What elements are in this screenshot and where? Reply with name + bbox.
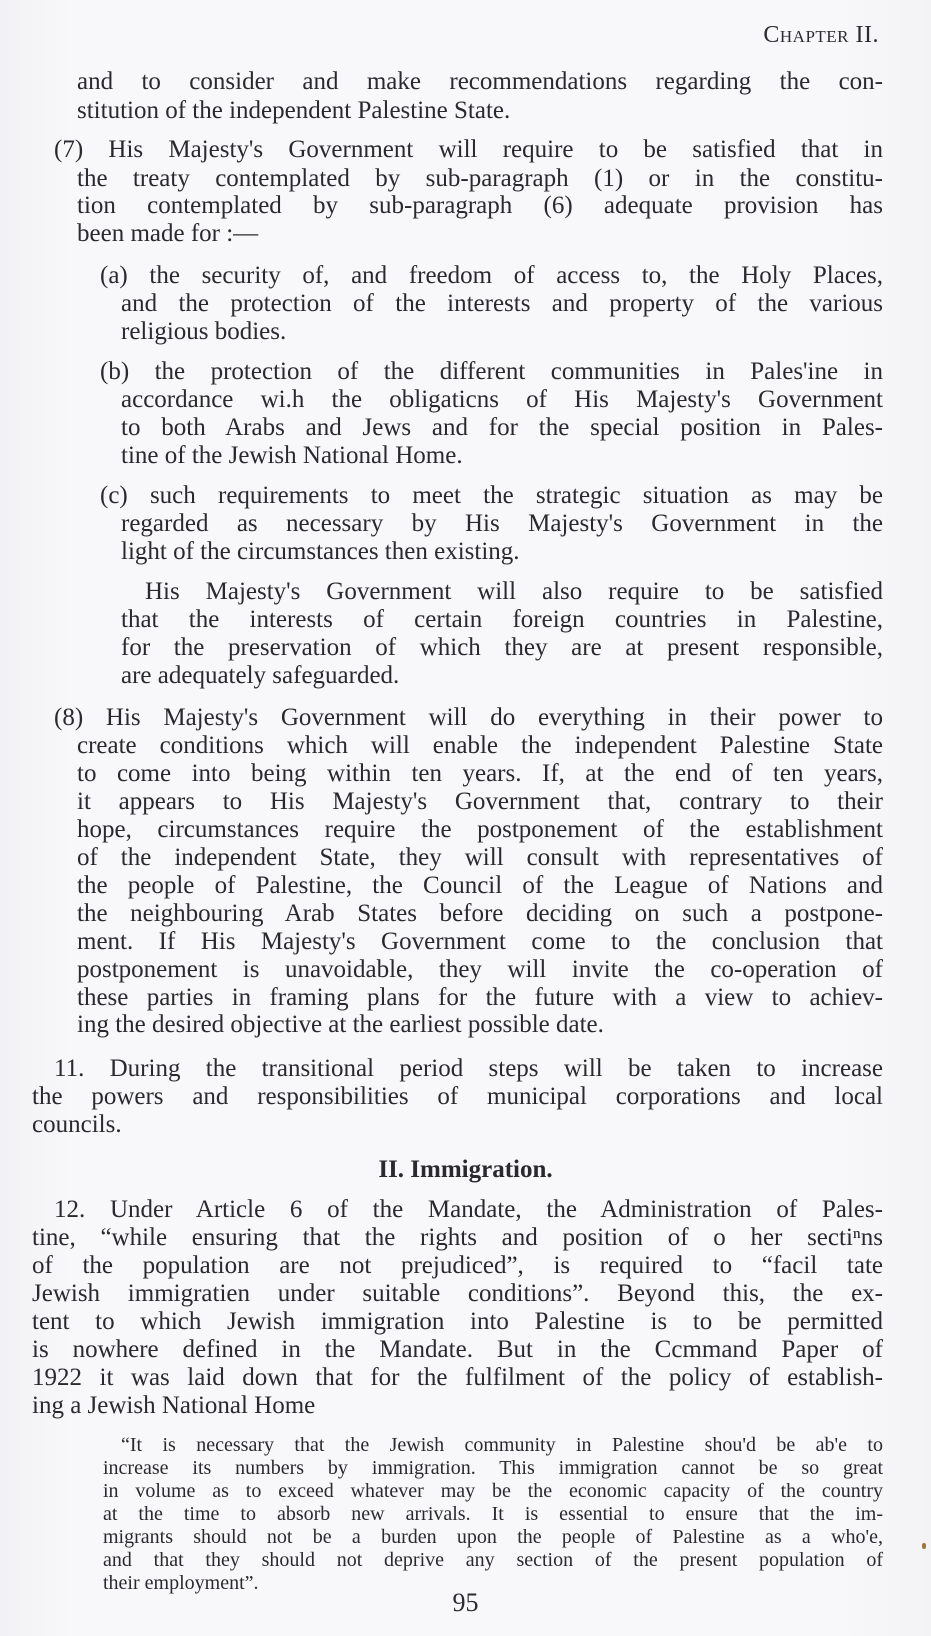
- text-line: been made for :—: [77, 220, 259, 248]
- quote-line: migrants should not be a burden upon the people of Palestine as a who'e,: [103, 1526, 883, 1549]
- text-line: create conditions which will enable the independent Palestine State: [77, 732, 883, 760]
- text-line: and the protection of the interests and property of the various: [121, 289, 883, 317]
- text-line: light of the circumstances then existing.: [121, 537, 520, 565]
- text-line: the neighbouring Arab States before deciding on such a postpone-: [77, 899, 883, 927]
- text-line: is nowhere defined in the Mandate. But in the Ccmmand Paper of: [32, 1335, 883, 1363]
- text-line: 11. During the transitional period steps will be taken to increase: [54, 1054, 883, 1082]
- text-line: of the population are not prejudiced”, is required to “facil tate: [32, 1252, 883, 1280]
- quote-line: increase its numbers by immigration. This immigration cannot be so great: [103, 1457, 883, 1479]
- text-line: the treaty contemplated by sub-paragraph (1) or in the constitu-: [77, 164, 883, 192]
- text-line: ing a Jewish National Home: [32, 1391, 316, 1419]
- text-line: the powers and responsibilities of municipal corporations and local: [32, 1082, 883, 1110]
- text-line: stitution of the independent Palestine State.: [77, 97, 511, 125]
- quote-line: at the time to absorb new arrivals. It is essential to ensure that the im-: [103, 1503, 883, 1526]
- text-line: regarded as necessary by His Majesty's Government in the: [121, 510, 883, 538]
- text-line: tine, “while ensuring that the rights and position of o her sectiⁿns: [32, 1224, 883, 1252]
- text-line: councils.: [32, 1110, 122, 1138]
- quote-line: and that they should not deprive any section of the present population of: [103, 1549, 883, 1572]
- text-line: for the preservation of which they are at present responsible,: [121, 634, 883, 662]
- quote-line: in volume as to exceed whatever may be the economic capacity of the country: [103, 1480, 883, 1503]
- text-line: postponement is unavoidable, they will invite the co-operation of: [77, 955, 883, 983]
- text-line: Jewish immigratien under suitable conditions”. Beyond this, the ex-: [32, 1279, 883, 1307]
- text-line: ment. If His Majesty's Government come to the conclusion that: [77, 927, 883, 955]
- quote-line: their employment”.: [103, 1572, 259, 1595]
- text-line: these parties in framing plans for the future with a view to achiev-: [77, 983, 883, 1011]
- text-line: His Majesty's Government will also require to be satisfied: [145, 578, 883, 606]
- text-line: religious bodies.: [121, 317, 287, 345]
- text-line: (c) such requirements to meet the strategic situation as may be: [100, 482, 883, 510]
- text-line: it appears to His Majesty's Government that, contrary to their: [77, 788, 883, 816]
- text-line: 1922 it was laid down that for the fulfilment of the policy of establish-: [32, 1363, 883, 1391]
- text-line: of the independent State, they will consult with representatives of: [77, 843, 883, 871]
- section-heading: II. Immigration.: [378, 1155, 553, 1183]
- text-line: (a) the security of, and freedom of access to, the Holy Places,: [100, 261, 883, 289]
- running-head: Chapter II.: [763, 22, 879, 48]
- paper-speck: [922, 1543, 926, 1549]
- page-number: 95: [452, 1588, 479, 1617]
- text-line: ing the desired objective at the earliest possible date.: [77, 1011, 604, 1039]
- text-line: tent to which Jewish immigration into Palestine is to be permitted: [32, 1307, 883, 1335]
- text-line: (8) His Majesty's Government will do everything in their power to: [54, 704, 883, 732]
- quote-line: “It is necessary that the Jewish community in Palestine shou'd be ab'e to: [121, 1433, 883, 1456]
- text-line: (b) the protection of the different communities in Pales'ine in: [100, 357, 883, 385]
- text-line: (7) His Majesty's Government will require to be satisfied that in: [54, 135, 883, 163]
- text-line: accordance wi.h the obligaticns of His Majesty's Government: [121, 385, 883, 413]
- text-line: hope, circumstances require the postponement of the establishment: [77, 816, 883, 844]
- text-line: that the interests of certain foreign countries in Palestine,: [121, 606, 883, 634]
- text-line: and to consider and make recommendations regarding the con-: [77, 68, 883, 96]
- text-line: the people of Palestine, the Council of the League of Nations and: [77, 871, 883, 899]
- text-line: to both Arabs and Jews and for the special position in Pales-: [121, 413, 883, 441]
- text-line: tine of the Jewish National Home.: [121, 441, 463, 469]
- text-line: to come into being within ten years. If, at the end of ten years,: [77, 760, 883, 788]
- text-line: 12. Under Article 6 of the Mandate, the Administration of Pales-: [54, 1196, 883, 1224]
- text-line: are adequately safeguarded.: [121, 662, 400, 690]
- text-line: tion contemplated by sub-paragraph (6) adequate provision has: [77, 192, 883, 220]
